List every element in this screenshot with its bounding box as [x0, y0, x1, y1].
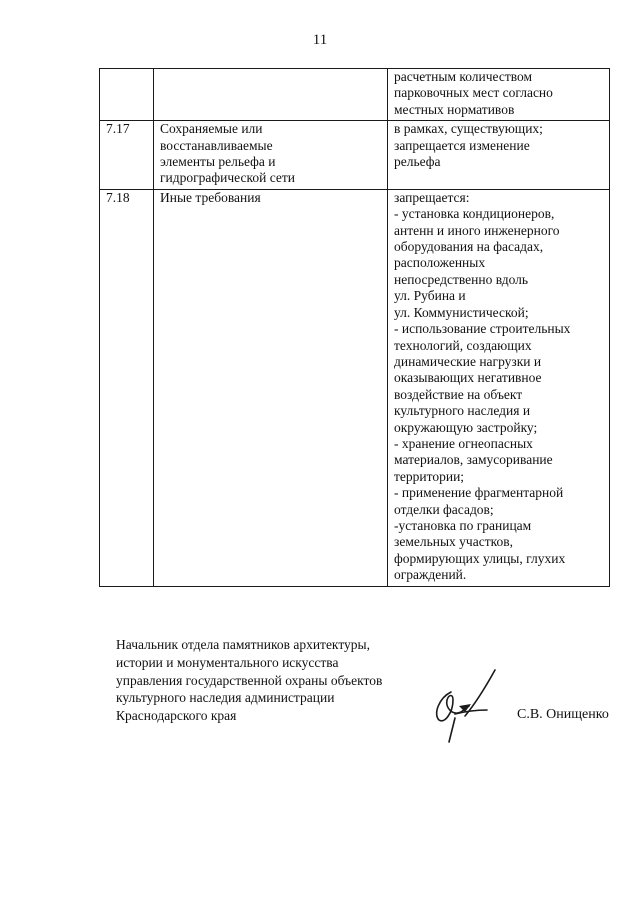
- requirements-table: [99, 68, 610, 587]
- item-value-line: технологий, создающих: [394, 337, 532, 353]
- item-value-line: окружающую застройку;: [394, 419, 538, 435]
- item-value-line: формирующих улицы, глухих: [394, 550, 566, 566]
- item-number-cell: 7.18: [100, 189, 154, 586]
- item-value-line: расположенных: [394, 255, 486, 271]
- item-value-line: оборудования на фасадах,: [394, 239, 544, 255]
- item-value-line: запрещается:: [394, 189, 470, 205]
- item-value-line: - хранение огнеопасных: [394, 435, 533, 451]
- requirements-table-body: [100, 69, 610, 587]
- item-value-cell: [388, 121, 610, 190]
- item-value-line: ограждений.: [394, 567, 467, 583]
- item-name-cell: [154, 189, 388, 586]
- item-value-line: в рамках, существующих;: [394, 121, 543, 137]
- item-value-line: расчетным количеством: [394, 69, 533, 84]
- item-name-line: Иные требования: [160, 189, 261, 205]
- item-value-line: антенн и иного инженерного: [394, 222, 560, 238]
- item-value-line: динамические нагрузки и: [394, 353, 542, 369]
- signer-name: С.В. Онищенко: [517, 707, 609, 722]
- item-value-line: - установка кондиционеров,: [394, 206, 555, 222]
- signature-block: [116, 636, 382, 725]
- item-value-line: непосредственно вдоль: [394, 271, 529, 287]
- item-number-cell: [100, 69, 154, 121]
- item-value-line: парковочных мест согласно: [394, 85, 553, 101]
- item-value-line: местных нормативов: [394, 101, 515, 117]
- handwritten-signature: [425, 654, 505, 744]
- item-value-line: воздействие на объект: [394, 386, 523, 402]
- signer-position-line: Краснодарского края: [116, 708, 237, 724]
- table-row: [100, 121, 610, 190]
- signer-position-line: Начальник отдела памятников архитектуры,: [116, 637, 370, 652]
- item-name-line: гидрографической сети: [160, 170, 295, 186]
- signer-position-line: культурного наследия администрации: [116, 690, 335, 706]
- item-value-line: отделки фасадов;: [394, 501, 494, 517]
- item-value-line: - применение фрагментарной: [394, 485, 564, 501]
- item-value-line: -установка по границам: [394, 517, 532, 533]
- item-name-line: Сохраняемые или: [160, 121, 263, 137]
- signer-position: [116, 636, 382, 725]
- item-value-cell: [388, 69, 610, 121]
- item-value-line: ул. Рубина и: [394, 288, 466, 304]
- item-value-line: рельефа: [394, 154, 441, 170]
- table-row: [100, 69, 610, 121]
- item-value-line: земельных участков,: [394, 534, 513, 550]
- signer-position-line: истории и монументального искусства: [116, 654, 339, 670]
- item-value-line: территории;: [394, 468, 465, 484]
- item-name-cell: [154, 121, 388, 190]
- item-value-line: материалов, замусоривание: [394, 452, 553, 468]
- item-name-line: восстанавливаемые: [160, 137, 273, 153]
- item-value-cell: [388, 189, 610, 586]
- signer-position-line: управления государственной охраны объектов: [116, 672, 383, 688]
- item-number-cell: 7.17: [100, 121, 154, 190]
- item-value-line: запрещается изменение: [394, 137, 530, 153]
- item-value-line: оказывающих негативное: [394, 370, 542, 386]
- item-name-cell: [154, 69, 388, 121]
- item-value-line: культурного наследия и: [394, 403, 531, 419]
- item-value-line: ул. Коммунистической;: [394, 304, 529, 320]
- item-name-line: элементы рельефа и: [160, 154, 276, 170]
- page-number: 11: [312, 32, 328, 48]
- item-value-line: - использование строительных: [394, 321, 571, 337]
- table-row: [100, 189, 610, 586]
